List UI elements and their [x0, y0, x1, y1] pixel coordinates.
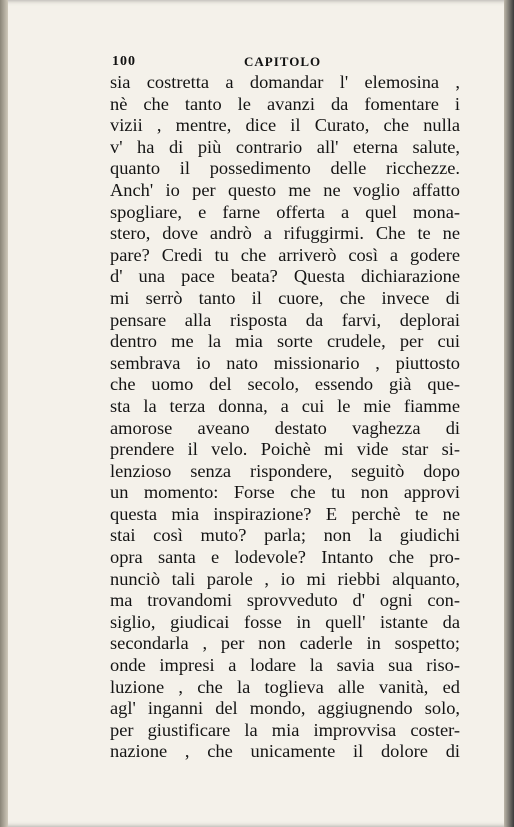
text-line: nazione , che unicamente il dolore di — [110, 741, 460, 762]
text-line: opra santa e lodevole? Intanto che pro- — [110, 547, 460, 568]
page-number: 100 — [112, 54, 136, 69]
text-line: vizii , mentre, dice il Curato, che nulla — [110, 115, 460, 136]
body-text — [110, 72, 460, 763]
text-line: agl' inganni del mondo, aggiugnendo solo, — [110, 698, 460, 719]
running-head: CAPITOLO — [244, 54, 322, 69]
text-line: nè che tanto le avanzi da fomentare i — [110, 93, 460, 114]
text-line: prendere il velo. Poichè mi vide star si- — [110, 439, 460, 460]
text-line: v' ha di più contrario all' eterna salute, — [110, 136, 460, 157]
text-line: sta la terza donna, a cui le mie fiamme — [110, 395, 460, 416]
text-line: sembrava io nato missionario , piuttosto — [110, 352, 460, 373]
page-header — [112, 54, 462, 72]
text-line: stai così muto? parla; non la giudichi — [110, 525, 460, 546]
text-line: luzione , che la toglieva alle vanità, ed — [110, 676, 460, 697]
text-line: lenzioso senza rispondere, seguitò dopo — [110, 460, 460, 481]
page-left-edge — [0, 0, 8, 827]
text-line: questa mia inspirazione? E perchè te ne — [110, 503, 460, 524]
text-line: spogliare, e farne offerta a quel mona- — [110, 201, 460, 222]
text-line: stero, dove andrò a rifuggirmi. Che te ne — [110, 223, 460, 244]
text-line: pensare alla risposta da farvi, deplorai — [110, 309, 460, 330]
text-line: quanto il possedimento delle ricchezze. — [110, 158, 460, 179]
text-line: secondarla , per non caderle in sospetto; — [110, 633, 460, 654]
text-line: siglio, giudicai fosse in quell' istante da — [110, 611, 460, 632]
text-line: dentro me la mia sorte crudele, per cui — [110, 331, 460, 352]
text-line: che uomo del secolo, essendo già que- — [110, 374, 460, 395]
text-line: un momento: Forse che tu non approvi — [110, 482, 460, 503]
text-line: pare? Credi tu che arriverò così a godere — [110, 244, 460, 265]
text-line: ma trovandomi sprovveduto d' ogni con- — [110, 590, 460, 611]
text-line: onde impresi a lodare la savia sua riso- — [110, 655, 460, 676]
page-right-edge — [504, 0, 514, 827]
text-line: nunciò tali parole , io mi riebbi alquanto, — [110, 568, 460, 589]
text-line: Anch' io per questo me ne voglio affatto — [110, 179, 460, 200]
text-line: mi serrò tanto il cuore, che invece di — [110, 287, 460, 308]
text-line: sia costretta a domandar l' elemosina , — [110, 72, 460, 92]
text-line: per giustificare la mia improvvisa coster- — [110, 719, 460, 740]
text-line: amorose aveano destato vaghezza di — [110, 417, 460, 438]
text-line: d' una pace beata? Questa dichiarazione — [110, 266, 460, 287]
